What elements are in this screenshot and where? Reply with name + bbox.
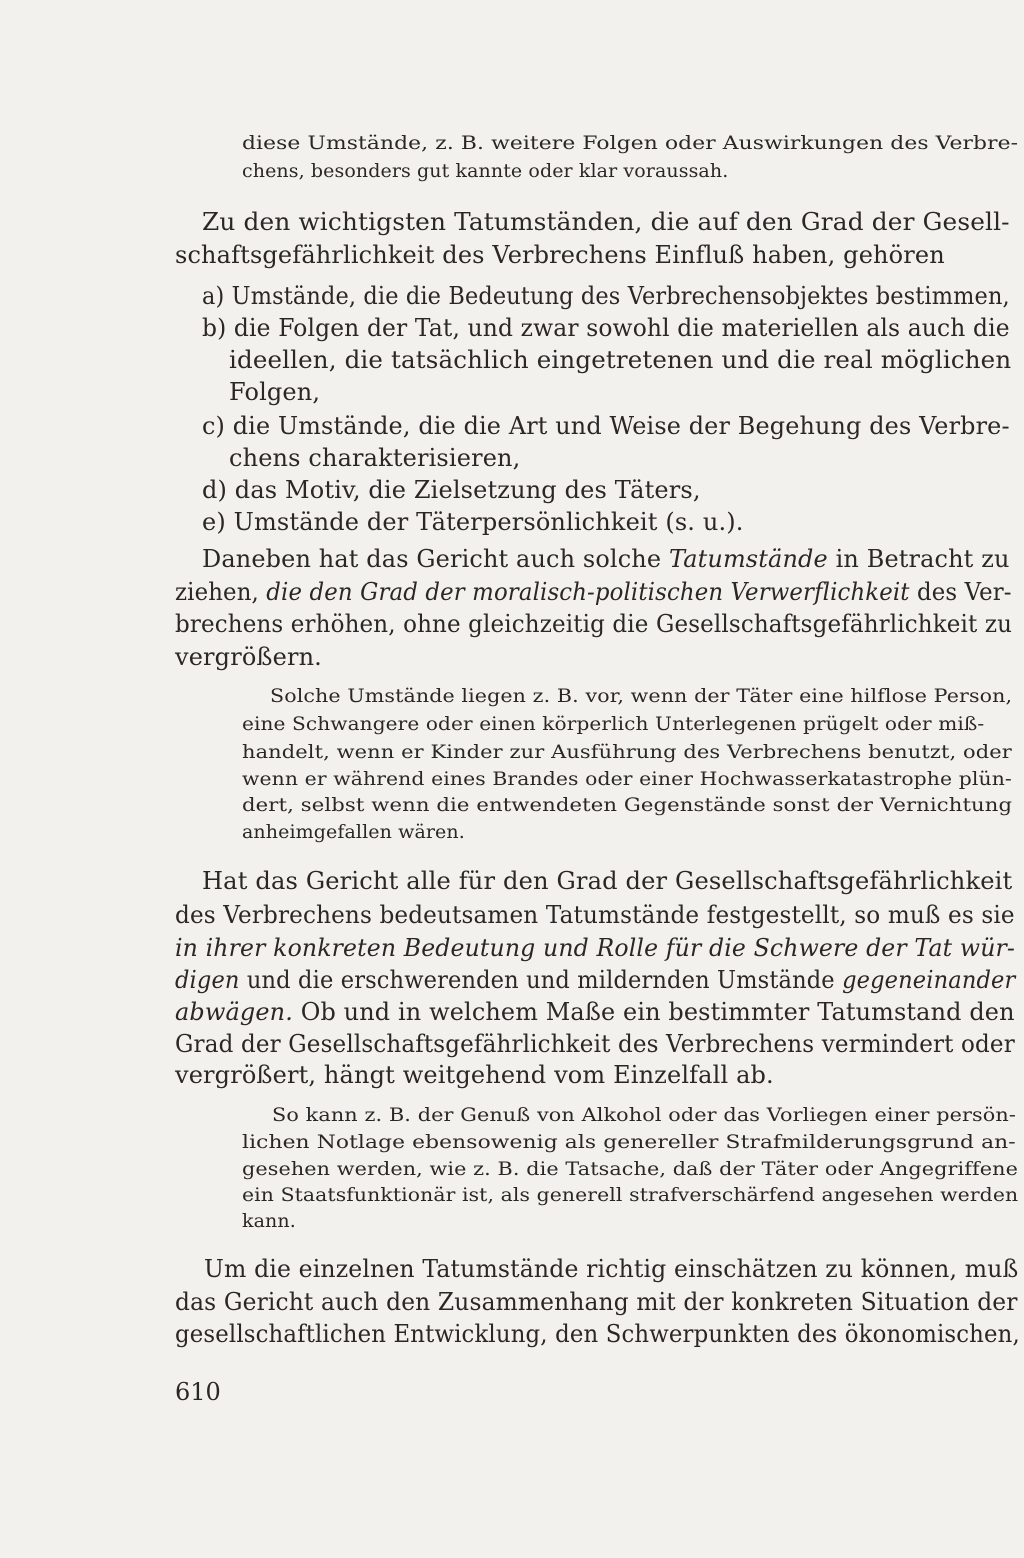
text-line: gesellschaftlichen Entwicklung, den Schwerpunkten des ökonomischen, [175, 1320, 1020, 1348]
italic-run: Tatumstände [668, 545, 828, 573]
text-run: Ob und in welchem Maße ein bestimmter Tatumstand den [292, 998, 1015, 1026]
list-item-c-cont: chens charakterisieren, [229, 444, 521, 472]
text-line: Grad der Gesellschaftsgefährlichkeit des Verbrechens vermindert oder [175, 1030, 1015, 1058]
text-run: in Betracht zu [827, 545, 1010, 573]
text-line: diese Umstände, z. B. weitere Folgen oder Auswirkungen des Verbre- [242, 132, 1019, 154]
list-item-e: e) Umstände der Täterpersönlichkeit (s. u.). [202, 508, 744, 536]
text-line: wenn er während eines Brandes oder einer Hochwasserkatastrophe plün- [242, 768, 1012, 790]
text-line [175, 580, 1012, 604]
text-line: ein Staatsfunktionär ist, als generell strafverschärfend angesehen werden [242, 1184, 1019, 1206]
text-line: handelt, wenn er Kinder zur Ausführung des Verbrechens benutzt, oder [242, 741, 1012, 763]
text-line [175, 936, 1015, 960]
text-line: gesehen werden, wie z. B. die Tatsache, daß der Täter oder Angegriffene [242, 1158, 1018, 1180]
text-line: vergrößert, hängt weitgehend vom Einzelfall ab. [175, 1061, 774, 1089]
list-item-b: b) die Folgen der Tat, und zwar sowohl die materiellen als auch die [202, 314, 1010, 342]
text-line [175, 968, 1015, 992]
text-line: schaftsgefährlichkeit des Verbrechens Einfluß haben, gehören [175, 241, 945, 269]
text-line [202, 547, 1010, 571]
list-item-c: c) die Umstände, die die Art und Weise der Begehung des Verbre- [202, 412, 1010, 440]
text-line [175, 1000, 1015, 1024]
text-line: dert, selbst wenn die entwendeten Gegenstände sonst der Vernichtung [242, 794, 1013, 816]
italic-run: die den Grad der moralisch-politischen Verwerflichkeit [266, 578, 910, 606]
text-line: das Gericht auch den Zusammenhang mit der konkreten Situation der [175, 1288, 1018, 1316]
text-line: des Verbrechens bedeutsamen Tatumstände festgestellt, so muß es sie [175, 901, 1015, 929]
text-line: eine Schwangere oder einen körperlich Unterlegenen prügelt oder miß- [242, 713, 985, 735]
italic-run: in ihrer konkreten Bedeutung und Rolle für die Schwere der Tat wür- [175, 934, 1016, 962]
italic-run: digen [175, 966, 240, 994]
text-line: Hat das Gericht alle für den Grad der Gesellschaftsgefährlichkeit [202, 867, 1013, 895]
text-run: Daneben hat das Gericht auch solche [202, 545, 669, 573]
text-line: brechens erhöhen, ohne gleichzeitig die Gesellschaftsgefährlichkeit zu [175, 610, 1013, 638]
text-run: des Ver- [909, 578, 1012, 606]
text-run: und die erschwerenden und mildernden Umstände [239, 966, 843, 994]
text-line: So kann z. B. der Genuß von Alkohol oder das Vorliegen einer persön- [272, 1104, 1017, 1126]
list-item-b-cont: Folgen, [229, 378, 321, 406]
page-number: 610 [175, 1378, 221, 1406]
text-line: chens, besonders gut kannte oder klar voraussah. [242, 160, 729, 182]
list-item-b-cont: ideellen, die tatsächlich eingetretenen und die real möglichen [229, 346, 1012, 374]
text-line: Solche Umstände liegen z. B. vor, wenn der Täter eine hilflose Person, [270, 685, 1013, 707]
text-line: kann. [242, 1210, 296, 1232]
text-run: ziehen, [175, 578, 267, 606]
text-line: anheimgefallen wären. [242, 821, 465, 843]
italic-run: gegeneinander [842, 966, 1016, 994]
text-line: Zu den wichtigsten Tatumständen, die auf den Grad der Gesell- [202, 208, 1010, 236]
list-item-d: d) das Motiv, die Zielsetzung des Täters, [202, 476, 701, 504]
list-item-a: a) Umstände, die die Bedeutung des Verbrechensobjektes bestimmen, [202, 282, 1010, 310]
text-line: Um die einzelnen Tatumstände richtig einschätzen zu können, muß [204, 1255, 1019, 1283]
text-line: lichen Notlage ebensowenig als genereller Strafmilderungsgrund an- [242, 1131, 1016, 1153]
text-line: vergrößern. [175, 643, 322, 671]
italic-run: abwägen. [175, 998, 293, 1026]
